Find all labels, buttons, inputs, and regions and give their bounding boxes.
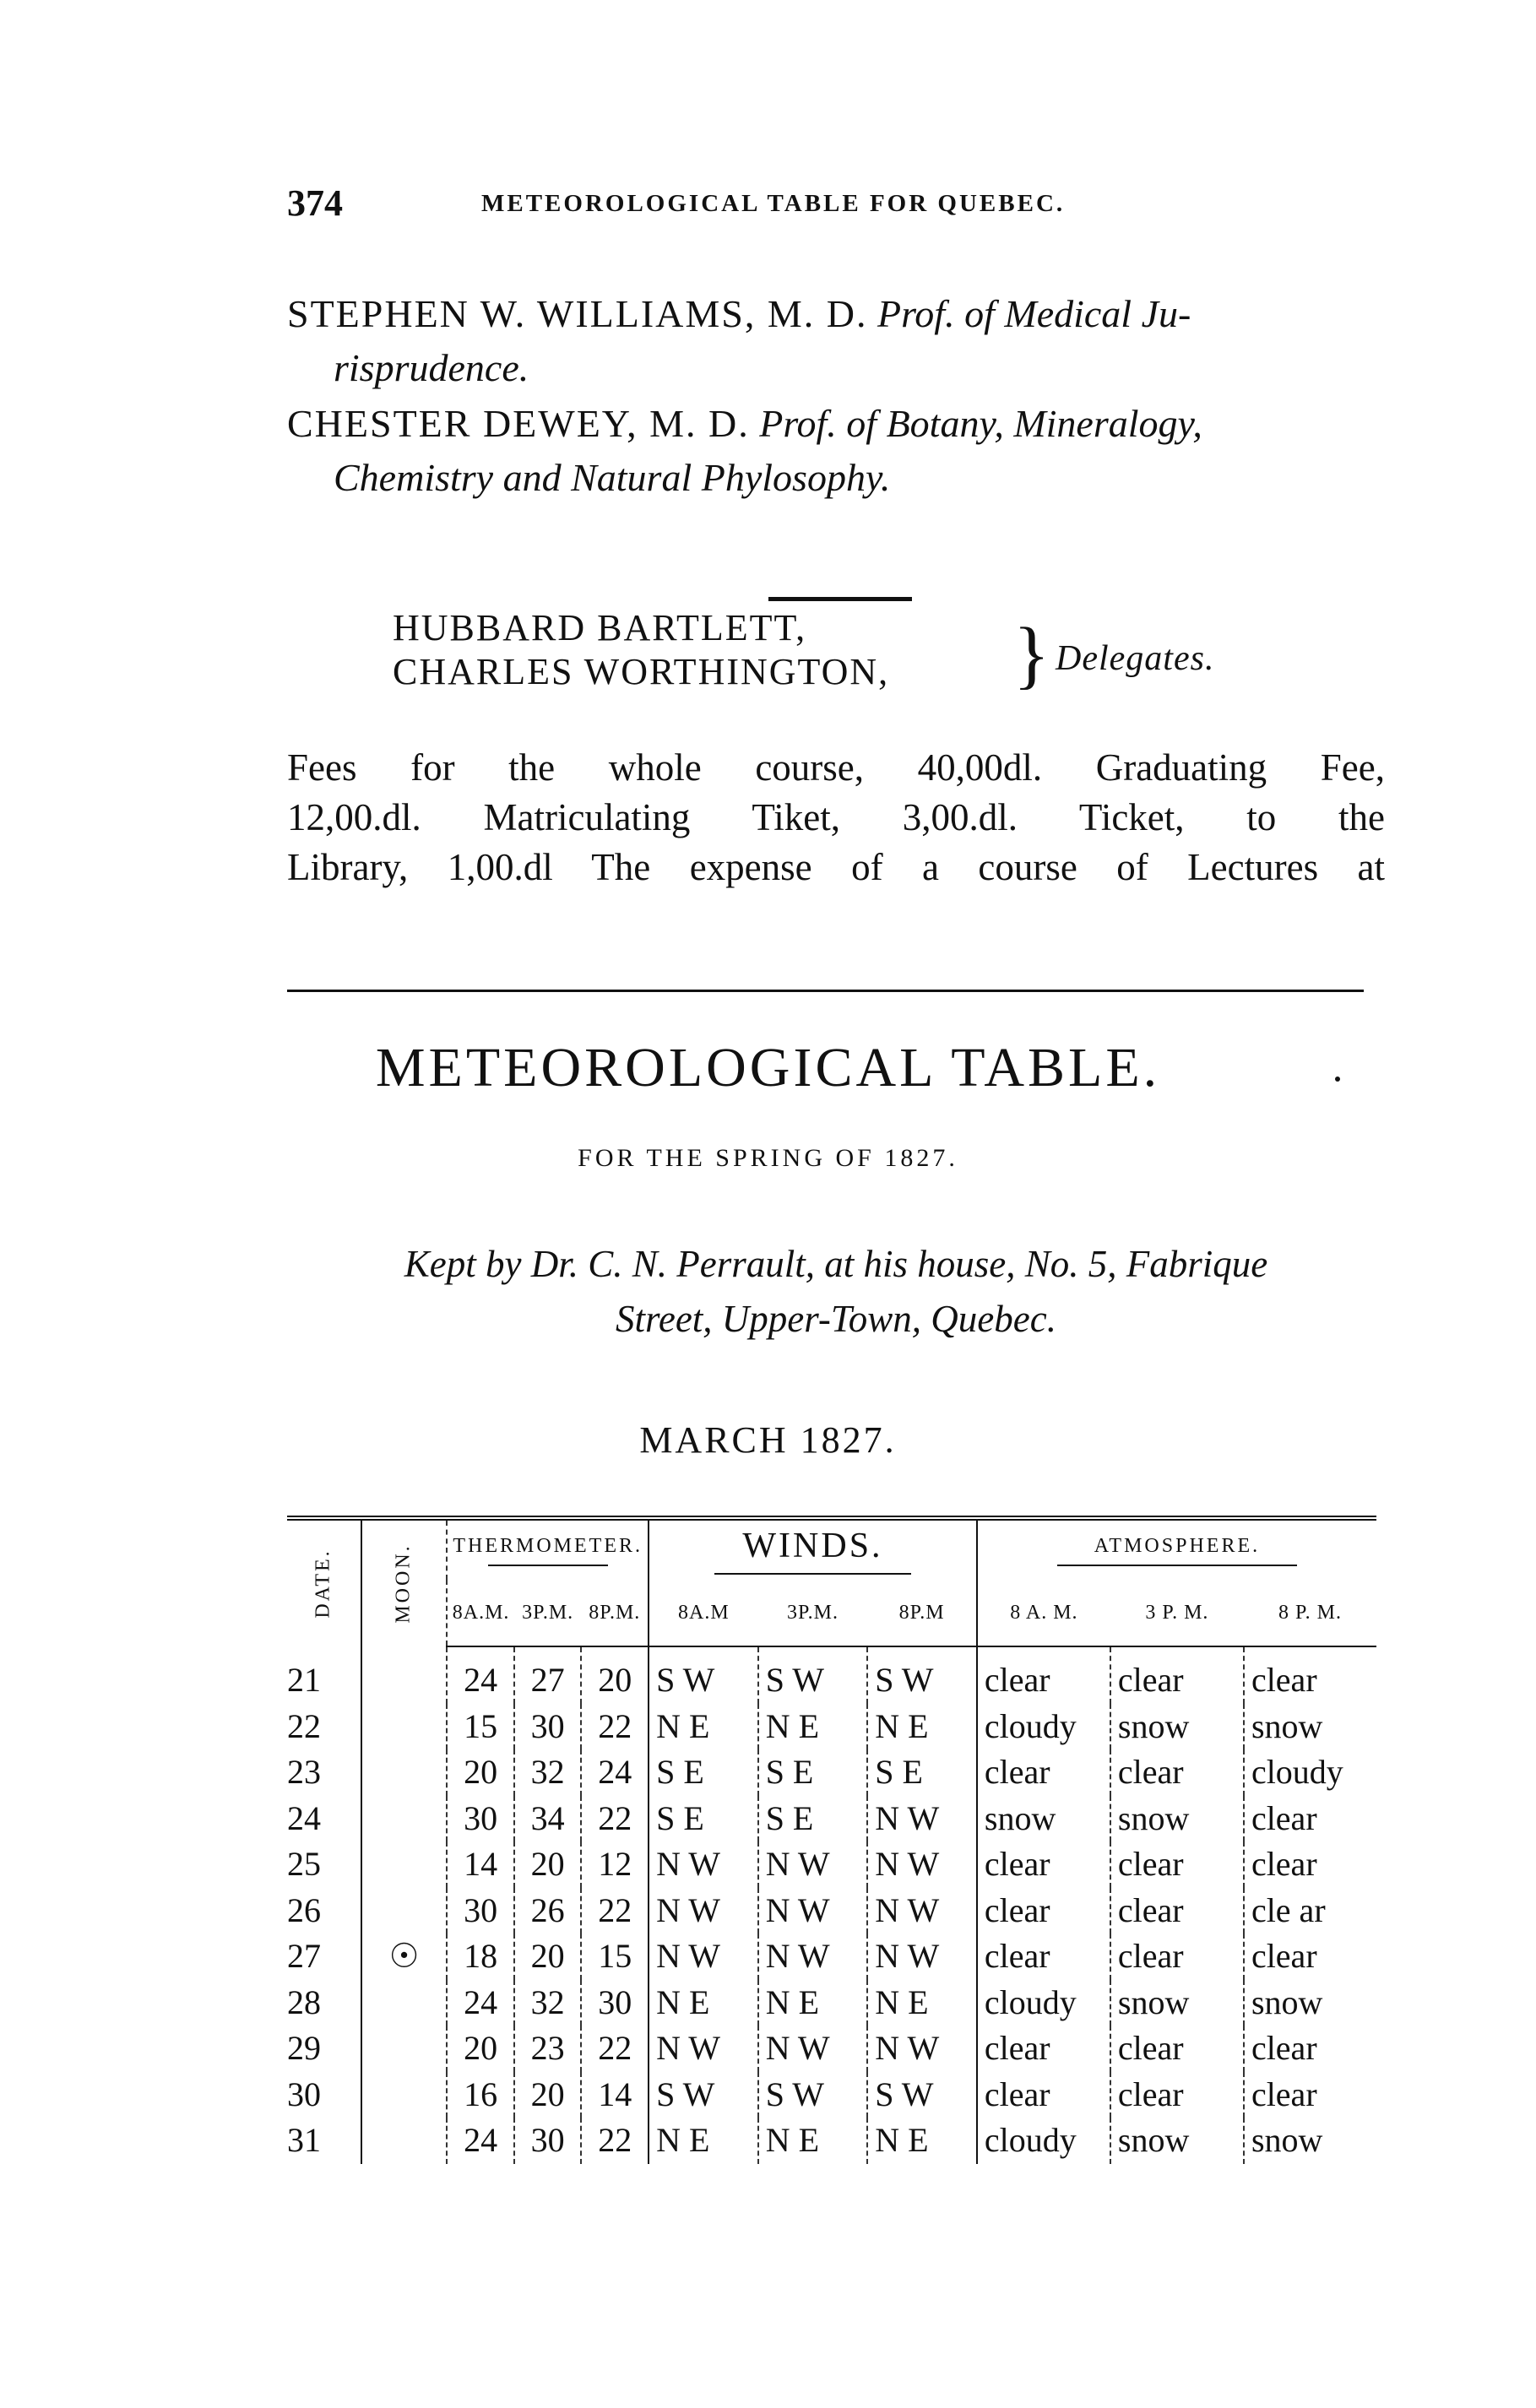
row-date: 24 xyxy=(287,1796,361,1842)
atmos-subheader: 8 P. M. xyxy=(1244,1580,1376,1646)
table-row xyxy=(287,1704,1376,1750)
running-head xyxy=(0,182,1536,232)
wind-8am: S W xyxy=(649,2072,758,2118)
atmosphere-header: ATMOSPHERE. xyxy=(977,1518,1376,1580)
thermo-8am: 20 xyxy=(447,2026,514,2072)
faculty-entry xyxy=(287,287,1385,395)
row-moon xyxy=(361,2072,448,2118)
thermo-3pm: 34 xyxy=(514,1796,582,1842)
atmos-8pm: clear xyxy=(1244,2026,1376,2072)
wind-8pm: S E xyxy=(867,1749,977,1796)
faculty-title: Prof. of Medical Ju- xyxy=(877,292,1191,335)
thermo-subheader: 8A.M. xyxy=(447,1580,514,1646)
wind-8pm: S W xyxy=(867,2072,977,2118)
row-date: 30 xyxy=(287,2072,361,2118)
month-heading: MARCH 1827. xyxy=(639,1419,897,1461)
faculty-title-continued: risprudence. xyxy=(334,346,529,389)
kept-by-line: Street, Upper-Town, Quebec. xyxy=(616,1298,1056,1340)
table-row xyxy=(287,1841,1376,1888)
row-date: 23 xyxy=(287,1749,361,1796)
atmos-8am: clear xyxy=(984,1937,1050,1975)
thermo-8pm: 20 xyxy=(581,1646,649,1704)
kept-by-note xyxy=(279,1237,1393,1347)
atmos-8pm: clear xyxy=(1244,1841,1376,1888)
atmos-3pm: snow xyxy=(1110,1980,1244,2026)
row-date: 29 xyxy=(287,2026,361,2072)
wind-3pm: N W xyxy=(758,1888,868,1934)
thermo-8am: 30 xyxy=(447,1888,514,1934)
wind-8pm: N E xyxy=(867,1980,977,2026)
winds-subheader: 3P.M. xyxy=(758,1580,868,1646)
atmos-8am: clear xyxy=(984,1753,1050,1791)
atmos-3pm: clear xyxy=(1110,1841,1244,1888)
thermo-8am: 24 xyxy=(447,2118,514,2164)
wind-8pm: N E xyxy=(867,2118,977,2164)
atmos-subheader: 3 P. M. xyxy=(1110,1580,1244,1646)
thermo-8am: 24 xyxy=(447,1646,514,1704)
atmos-8pm: cle ar xyxy=(1244,1888,1376,1934)
fees-line: Fees for the whole course, 40,00dl. Graduating Fee, xyxy=(287,746,1385,789)
thermo-3pm: 32 xyxy=(514,1749,582,1796)
atmos-8pm: snow xyxy=(1244,1704,1376,1750)
row-moon xyxy=(361,1646,448,1704)
section-divider xyxy=(768,597,912,601)
thermo-8pm: 24 xyxy=(581,1749,649,1796)
thermo-3pm: 30 xyxy=(514,2118,582,2164)
atmos-8pm: clear xyxy=(1244,1796,1376,1842)
atmos-3pm: snow xyxy=(1110,2118,1244,2164)
wind-3pm: N E xyxy=(758,2118,868,2164)
atmos-8am: clear xyxy=(984,1845,1050,1883)
faculty-title-continued: Chemistry and Natural Phylosophy. xyxy=(334,456,891,499)
thermo-3pm: 23 xyxy=(514,2026,582,2072)
wind-3pm: N W xyxy=(758,1841,868,1888)
wind-8am: N W xyxy=(649,2026,758,2072)
wind-3pm: N E xyxy=(758,1980,868,2026)
fees-paragraph xyxy=(287,743,1385,892)
thermo-8am: 15 xyxy=(447,1704,514,1750)
row-moon xyxy=(361,2026,448,2072)
thermo-subheader: 8P.M. xyxy=(581,1580,649,1646)
atmos-3pm: clear xyxy=(1110,1749,1244,1796)
row-date: 27 xyxy=(287,1933,361,1980)
faculty-entry xyxy=(287,397,1385,505)
delegate-names xyxy=(393,606,889,694)
atmos-8am: snow xyxy=(984,1798,1056,1837)
delegate-name: HUBBARD BARTLETT, xyxy=(393,607,807,648)
faculty-name: STEPHEN W. WILLIAMS, M. D. xyxy=(287,292,868,335)
delegates-label: Delegates. xyxy=(1056,639,1215,678)
thermo-3pm: 26 xyxy=(514,1888,582,1934)
wind-3pm: S E xyxy=(758,1796,868,1842)
meteorological-table xyxy=(287,1516,1376,2164)
row-moon xyxy=(361,1749,448,1796)
table-heading: METEOROLOGICAL TABLE. xyxy=(375,1037,1161,1098)
row-date: 26 xyxy=(287,1888,361,1934)
thermo-3pm: 20 xyxy=(514,1841,582,1888)
row-moon xyxy=(361,1796,448,1842)
atmos-8am: clear xyxy=(984,2029,1050,2067)
stray-mark xyxy=(1335,1077,1340,1082)
wind-8am: N W xyxy=(649,1841,758,1888)
thermo-8pm: 15 xyxy=(581,1933,649,1980)
thermo-8pm: 22 xyxy=(581,1704,649,1750)
wind-8am: N W xyxy=(649,1933,758,1980)
atmos-8am: clear xyxy=(984,2074,1050,2113)
thermo-8am: 24 xyxy=(447,1980,514,2026)
table-row xyxy=(287,1933,1376,1980)
thermo-8pm: 14 xyxy=(581,2072,649,2118)
wind-3pm: S W xyxy=(758,2072,868,2118)
wind-8pm: N W xyxy=(867,1933,977,1980)
thermo-8pm: 22 xyxy=(581,2118,649,2164)
delegate-name: CHARLES WORTHINGTON, xyxy=(393,651,890,692)
winds-subheader: 8A.M xyxy=(649,1580,758,1646)
running-title: METEOROLOGICAL TABLE FOR QUEBEC. xyxy=(481,190,1066,217)
row-moon xyxy=(361,2118,448,2164)
wind-8am: N W xyxy=(649,1888,758,1934)
kept-by-line: Kept by Dr. C. N. Perrault, at his house, No. 5, Fabrique xyxy=(404,1243,1268,1285)
winds-subheader: 8P.M xyxy=(867,1580,977,1646)
wind-8am: N E xyxy=(649,1704,758,1750)
thermo-8am: 20 xyxy=(447,1749,514,1796)
thermo-8am: 30 xyxy=(447,1796,514,1842)
brace: } xyxy=(1013,613,1052,697)
row-moon xyxy=(361,1704,448,1750)
thermo-3pm: 20 xyxy=(514,1933,582,1980)
table-row xyxy=(287,2026,1376,2072)
wind-8pm: N W xyxy=(867,1841,977,1888)
atmos-8am: cloudy xyxy=(984,1706,1077,1745)
row-moon xyxy=(361,1980,448,2026)
wind-8am: N E xyxy=(649,2118,758,2164)
wind-3pm: S W xyxy=(758,1646,868,1704)
wind-3pm: N E xyxy=(758,1704,868,1750)
wind-3pm: N W xyxy=(758,1933,868,1980)
thermo-8pm: 12 xyxy=(581,1841,649,1888)
faculty-name: CHESTER DEWEY, M. D. xyxy=(287,402,750,445)
atmos-3pm: snow xyxy=(1110,1796,1244,1842)
row-moon xyxy=(361,1841,448,1888)
wind-3pm: S E xyxy=(758,1749,868,1796)
thermo-3pm: 30 xyxy=(514,1704,582,1750)
wind-8pm: S W xyxy=(867,1646,977,1704)
wind-8pm: N W xyxy=(867,2026,977,2072)
delegates-block xyxy=(393,606,1322,716)
thermo-8am: 14 xyxy=(447,1841,514,1888)
atmos-8pm: snow xyxy=(1244,1980,1376,2026)
atmos-subheader: 8 A. M. xyxy=(977,1580,1110,1646)
table-row xyxy=(287,1888,1376,1934)
atmos-8pm: cloudy xyxy=(1244,1749,1376,1796)
thermo-3pm: 32 xyxy=(514,1980,582,2026)
moon-header: MOON. xyxy=(361,1518,448,1646)
fees-line: 12,00.dl. Matriculating Tiket, 3,00.dl. Ticket, to the xyxy=(287,796,1385,838)
thermo-8pm: 22 xyxy=(581,2026,649,2072)
row-moon xyxy=(361,1888,448,1934)
atmos-8pm: clear xyxy=(1244,2072,1376,2118)
atmos-8am: clear xyxy=(984,1890,1050,1929)
atmos-8pm: clear xyxy=(1244,1646,1376,1704)
thermo-8pm: 22 xyxy=(581,1888,649,1934)
table-row xyxy=(287,2072,1376,2118)
table-row xyxy=(287,1980,1376,2026)
table-subheading: FOR THE SPRING OF 1827. xyxy=(578,1144,958,1172)
row-date: 28 xyxy=(287,1980,361,2026)
thermo-8am: 16 xyxy=(447,2072,514,2118)
wind-3pm: N W xyxy=(758,2026,868,2072)
wind-8am: S W xyxy=(649,1646,758,1704)
date-header: DATE. xyxy=(287,1518,361,1646)
page-number: 374 xyxy=(287,182,343,224)
row-date: 25 xyxy=(287,1841,361,1888)
row-date: 31 xyxy=(287,2118,361,2164)
section-rule xyxy=(287,990,1364,992)
table-row xyxy=(287,2118,1376,2164)
atmos-3pm: clear xyxy=(1110,2072,1244,2118)
atmos-3pm: clear xyxy=(1110,1933,1244,1980)
atmos-8pm: clear xyxy=(1244,1933,1376,1980)
row-moon: ☉ xyxy=(361,1933,448,1980)
thermo-3pm: 27 xyxy=(514,1646,582,1704)
wind-8am: S E xyxy=(649,1796,758,1842)
wind-8pm: N E xyxy=(867,1704,977,1750)
thermo-3pm: 20 xyxy=(514,2072,582,2118)
wind-8pm: N W xyxy=(867,1888,977,1934)
atmos-8am: cloudy xyxy=(984,1982,1077,2021)
faculty-title: Prof. of Botany, Mineralogy, xyxy=(759,402,1202,445)
table-row xyxy=(287,1646,1376,1704)
atmos-3pm: snow xyxy=(1110,1704,1244,1750)
fees-line: Library, 1,00.dl The expense of a course of Lectures at xyxy=(287,846,1385,888)
table-row xyxy=(287,1796,1376,1842)
atmos-3pm: clear xyxy=(1110,1888,1244,1934)
thermo-8pm: 22 xyxy=(581,1796,649,1842)
thermo-8am: 18 xyxy=(447,1933,514,1980)
table-row xyxy=(287,1749,1376,1796)
wind-8pm: N W xyxy=(867,1796,977,1842)
atmos-8am: cloudy xyxy=(984,2121,1077,2159)
atmos-8am: clear xyxy=(984,1661,1050,1699)
atmos-3pm: clear xyxy=(1110,2026,1244,2072)
thermo-8pm: 30 xyxy=(581,1980,649,2026)
wind-8am: S E xyxy=(649,1749,758,1796)
thermo-subheader: 3P.M. xyxy=(514,1580,582,1646)
row-date: 22 xyxy=(287,1704,361,1750)
wind-8am: N E xyxy=(649,1980,758,2026)
winds-header: WINDS. xyxy=(649,1518,977,1580)
thermometer-header: THERMOMETER. xyxy=(447,1518,649,1580)
atmos-8pm: snow xyxy=(1244,2118,1376,2164)
atmos-3pm: clear xyxy=(1110,1646,1244,1704)
row-date: 21 xyxy=(287,1646,361,1704)
